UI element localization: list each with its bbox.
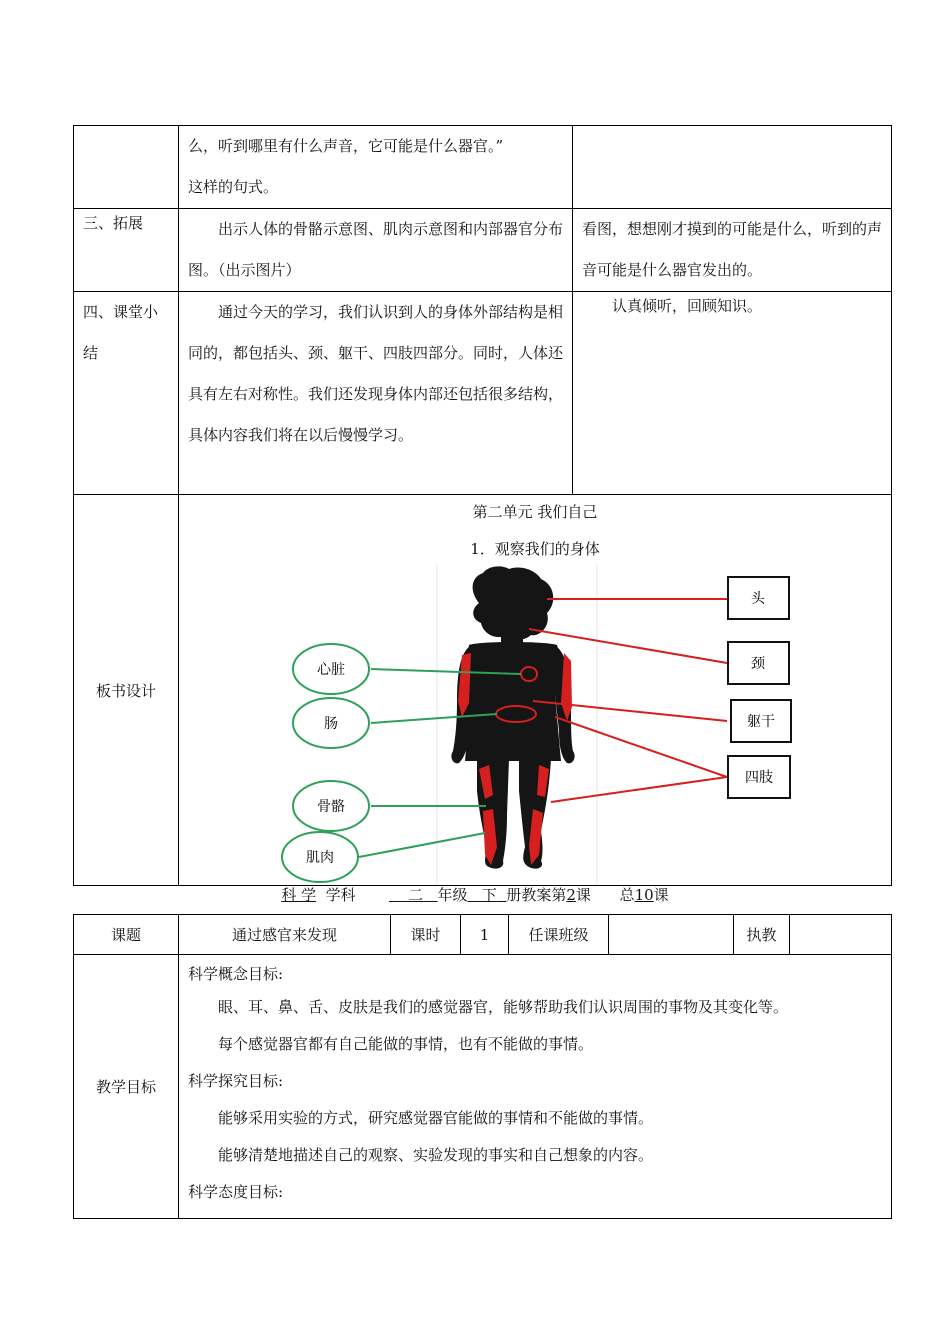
- grade-suffix: 年级: [437, 886, 468, 904]
- class-value-cell: [609, 915, 734, 955]
- label-skeleton: 骨骼: [317, 799, 345, 815]
- teacher-label: 执教: [746, 926, 777, 944]
- summary-teacher-text: 通过今天的学习，我们认识到人的身体外部结构是相同的，都包括头、颈、躯干、四肢四部分。同时，人体还具有左右对称性。我们还发现身体内部还包括很多结构，具体内容我们将在以后慢慢学习。: [188, 303, 564, 444]
- goals-label-cell: [74, 955, 179, 1219]
- stage-summary-label: 四、课堂小结: [83, 303, 159, 362]
- hours-label-cell: [391, 915, 461, 955]
- volume-suffix: 册教案第: [506, 886, 567, 904]
- extension-teacher-text: 出示人体的骨骼示意图、肌肉示意图和内部器官分布图。（出示图片）: [188, 220, 564, 279]
- topic-value: 通过感官来发现: [231, 926, 337, 944]
- lesson-plan-table-top: [73, 125, 892, 886]
- goals-label: 教学目标: [95, 1078, 156, 1096]
- teacher-value-cell: [790, 915, 892, 955]
- topic-value-cell: [179, 915, 391, 955]
- label-intestine: 肠: [324, 716, 338, 732]
- summary-student-text: 认真倾听，回顾知识。: [612, 297, 763, 315]
- row3-stage-cell: [74, 292, 179, 495]
- volume-value: 下: [481, 886, 497, 904]
- label-heart: 心脏: [317, 662, 345, 678]
- topic-label-cell: [74, 915, 179, 955]
- attitude-heading: 科学态度目标:: [188, 1183, 284, 1201]
- label-limbs: 四肢: [745, 770, 773, 786]
- stage-extension-label: 三、拓展: [83, 214, 144, 232]
- board-design-cell: [179, 495, 892, 886]
- row1-student-activity-cell: [573, 126, 892, 209]
- topic-label: 课题: [110, 926, 141, 944]
- inquiry-goal-1: 能够采用实验的方式，研究感觉器官能做的事情和不能做的事情。: [218, 1109, 654, 1127]
- label-neck: 颈: [751, 656, 765, 672]
- inquiry-goal-2: 能够清楚地描述自己的观察、实验发现的事实和自己想象的内容。: [218, 1146, 654, 1164]
- label-muscle: 肌肉: [306, 850, 334, 866]
- hours-label: 课时: [410, 926, 441, 944]
- teacher-label-cell: [734, 915, 790, 955]
- row2-stage-cell: [74, 209, 179, 292]
- row2-student-activity-cell: [573, 209, 892, 292]
- row1-stage-cell: [74, 126, 179, 209]
- total-number: 10: [634, 886, 654, 904]
- row3-student-activity-cell: [573, 292, 892, 495]
- lesson-number: 2: [566, 886, 576, 904]
- class-label: 任课班级: [528, 926, 589, 944]
- board-design-label-cell: [74, 495, 179, 886]
- grade-value: 二: [408, 886, 424, 904]
- concept-goal-2: 每个感觉器官都有自己能做的事情，也有不能做的事情。: [218, 1035, 594, 1053]
- total-suffix: 课: [653, 886, 669, 904]
- label-head: 头: [751, 591, 765, 607]
- lesson-header-line: [0, 884, 950, 905]
- inquiry-heading: 科学探究目标:: [188, 1072, 284, 1090]
- label-torso: 躯干: [747, 714, 775, 730]
- total-prefix: 总: [619, 886, 635, 904]
- row1-teacher-activity-cell: [179, 126, 573, 209]
- body-diagram: [179, 495, 891, 885]
- board-unit-title: 第二单元 我们自己: [472, 503, 598, 521]
- subject-suffix: 学科: [325, 886, 356, 904]
- row2-teacher-activity-cell: [179, 209, 573, 292]
- board-lesson-title: 1．观察我们的身体: [470, 540, 600, 558]
- board-diagram: [179, 495, 891, 885]
- board-design-label: 板书设计: [95, 681, 156, 700]
- hours-value-cell: [461, 915, 509, 955]
- body-part-labels: [728, 577, 791, 798]
- subject-value: 科 学: [281, 886, 317, 904]
- concept-goal-1: 眼、耳、鼻、舌、皮肤是我们的感觉器官，能够帮助我们认识周围的事物及其变化等。: [218, 998, 789, 1016]
- extension-student-text: 看图，想想刚才摸到的可能是什么，听到的声音可能是什么器官发出的。: [582, 220, 883, 279]
- row1-line-1: 么，听到哪里有什么声音，它可能是什么器官。”: [188, 137, 504, 155]
- goals-content-cell: [179, 955, 892, 1219]
- class-label-cell: [509, 915, 609, 955]
- row1-line-2: 这样的句式。: [188, 178, 279, 196]
- lesson-suffix: 课: [575, 886, 591, 904]
- hours-value: 1: [479, 925, 490, 944]
- concept-heading: 科学概念目标:: [188, 965, 284, 983]
- row3-teacher-activity-cell: [179, 292, 573, 495]
- lesson-plan-table-bottom: [73, 914, 892, 1219]
- organ-labels: [282, 644, 369, 882]
